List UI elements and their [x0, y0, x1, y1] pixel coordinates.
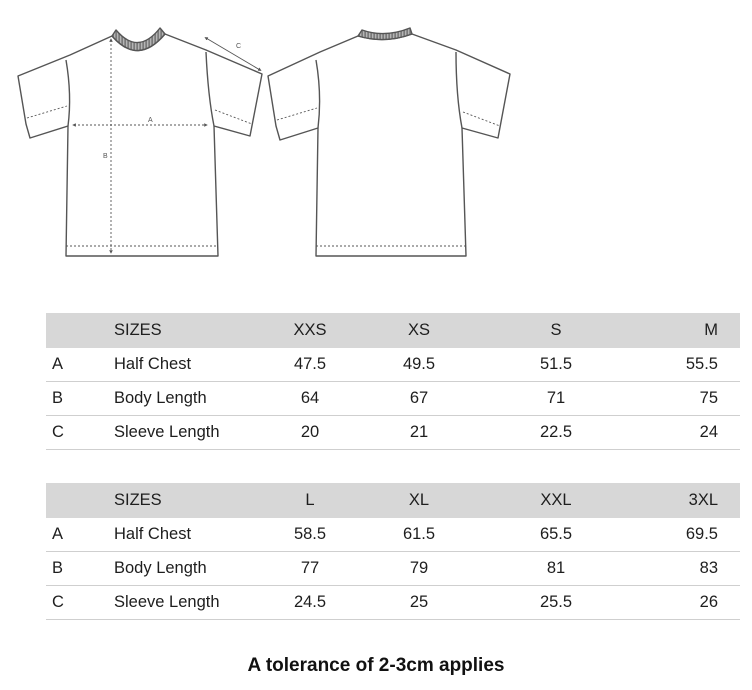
- measure-value: 24: [630, 416, 740, 450]
- measure-value: 49.5: [356, 348, 482, 382]
- tshirt-front: [18, 28, 262, 256]
- measure-value: 24.5: [264, 586, 356, 620]
- size-table-large: [46, 483, 740, 620]
- table-header-row: [46, 313, 740, 348]
- measure-value: 79: [356, 552, 482, 586]
- measure-letter-a: A: [148, 117, 153, 124]
- size-header-m: M: [630, 313, 740, 348]
- size-header-s: S: [482, 313, 630, 348]
- table-row: [46, 518, 740, 552]
- size-header-xl: XL: [356, 483, 482, 518]
- measure-value: 22.5: [482, 416, 630, 450]
- measure-value: 77: [264, 552, 356, 586]
- table-row: [46, 348, 740, 382]
- measure-value: 61.5: [356, 518, 482, 552]
- measure-value: 65.5: [482, 518, 630, 552]
- table-row: [46, 586, 740, 620]
- header-key-cell: [46, 313, 114, 348]
- measure-value: 25.5: [482, 586, 630, 620]
- table-row: [46, 552, 740, 586]
- size-header-xxs: XXS: [264, 313, 356, 348]
- measure-value: 21: [356, 416, 482, 450]
- measure-value: 67: [356, 382, 482, 416]
- size-table-small: [46, 313, 740, 450]
- tshirt-back: [268, 28, 510, 256]
- measure-value: 47.5: [264, 348, 356, 382]
- table-row: [46, 382, 740, 416]
- measure-value: 20: [264, 416, 356, 450]
- header-sizes-label: SIZES: [114, 483, 264, 518]
- measure-value: 64: [264, 382, 356, 416]
- size-header-3xl: 3XL: [630, 483, 740, 518]
- row-label: Sleeve Length: [114, 586, 264, 620]
- row-key: C: [46, 416, 114, 450]
- header-sizes-label: SIZES: [114, 313, 264, 348]
- row-label: Sleeve Length: [114, 416, 264, 450]
- row-key: A: [46, 348, 114, 382]
- row-key: B: [46, 552, 114, 586]
- size-header-xxl: XXL: [482, 483, 630, 518]
- table-row: [46, 416, 740, 450]
- measure-letter-c: C: [236, 43, 242, 50]
- row-key: B: [46, 382, 114, 416]
- measure-value: 83: [630, 552, 740, 586]
- measure-value: 25: [356, 586, 482, 620]
- row-label: Half Chest: [114, 348, 264, 382]
- header-key-cell: [46, 483, 114, 518]
- row-label: Half Chest: [114, 518, 264, 552]
- row-key: A: [46, 518, 114, 552]
- measure-value: 69.5: [630, 518, 740, 552]
- tshirt-illustration: [0, 0, 752, 300]
- measure-value: 51.5: [482, 348, 630, 382]
- measure-value: 81: [482, 552, 630, 586]
- size-header-l: L: [264, 483, 356, 518]
- measure-value: 75: [630, 382, 740, 416]
- size-header-xs: XS: [356, 313, 482, 348]
- tolerance-note: A tolerance of 2-3cm applies: [247, 655, 505, 676]
- table-header-row: [46, 483, 740, 518]
- measure-letter-b: B: [103, 153, 108, 160]
- row-key: C: [46, 586, 114, 620]
- measure-value: 55.5: [630, 348, 740, 382]
- row-label: Body Length: [114, 382, 264, 416]
- measure-value: 26: [630, 586, 740, 620]
- row-label: Body Length: [114, 552, 264, 586]
- measure-value: 71: [482, 382, 630, 416]
- measure-value: 58.5: [264, 518, 356, 552]
